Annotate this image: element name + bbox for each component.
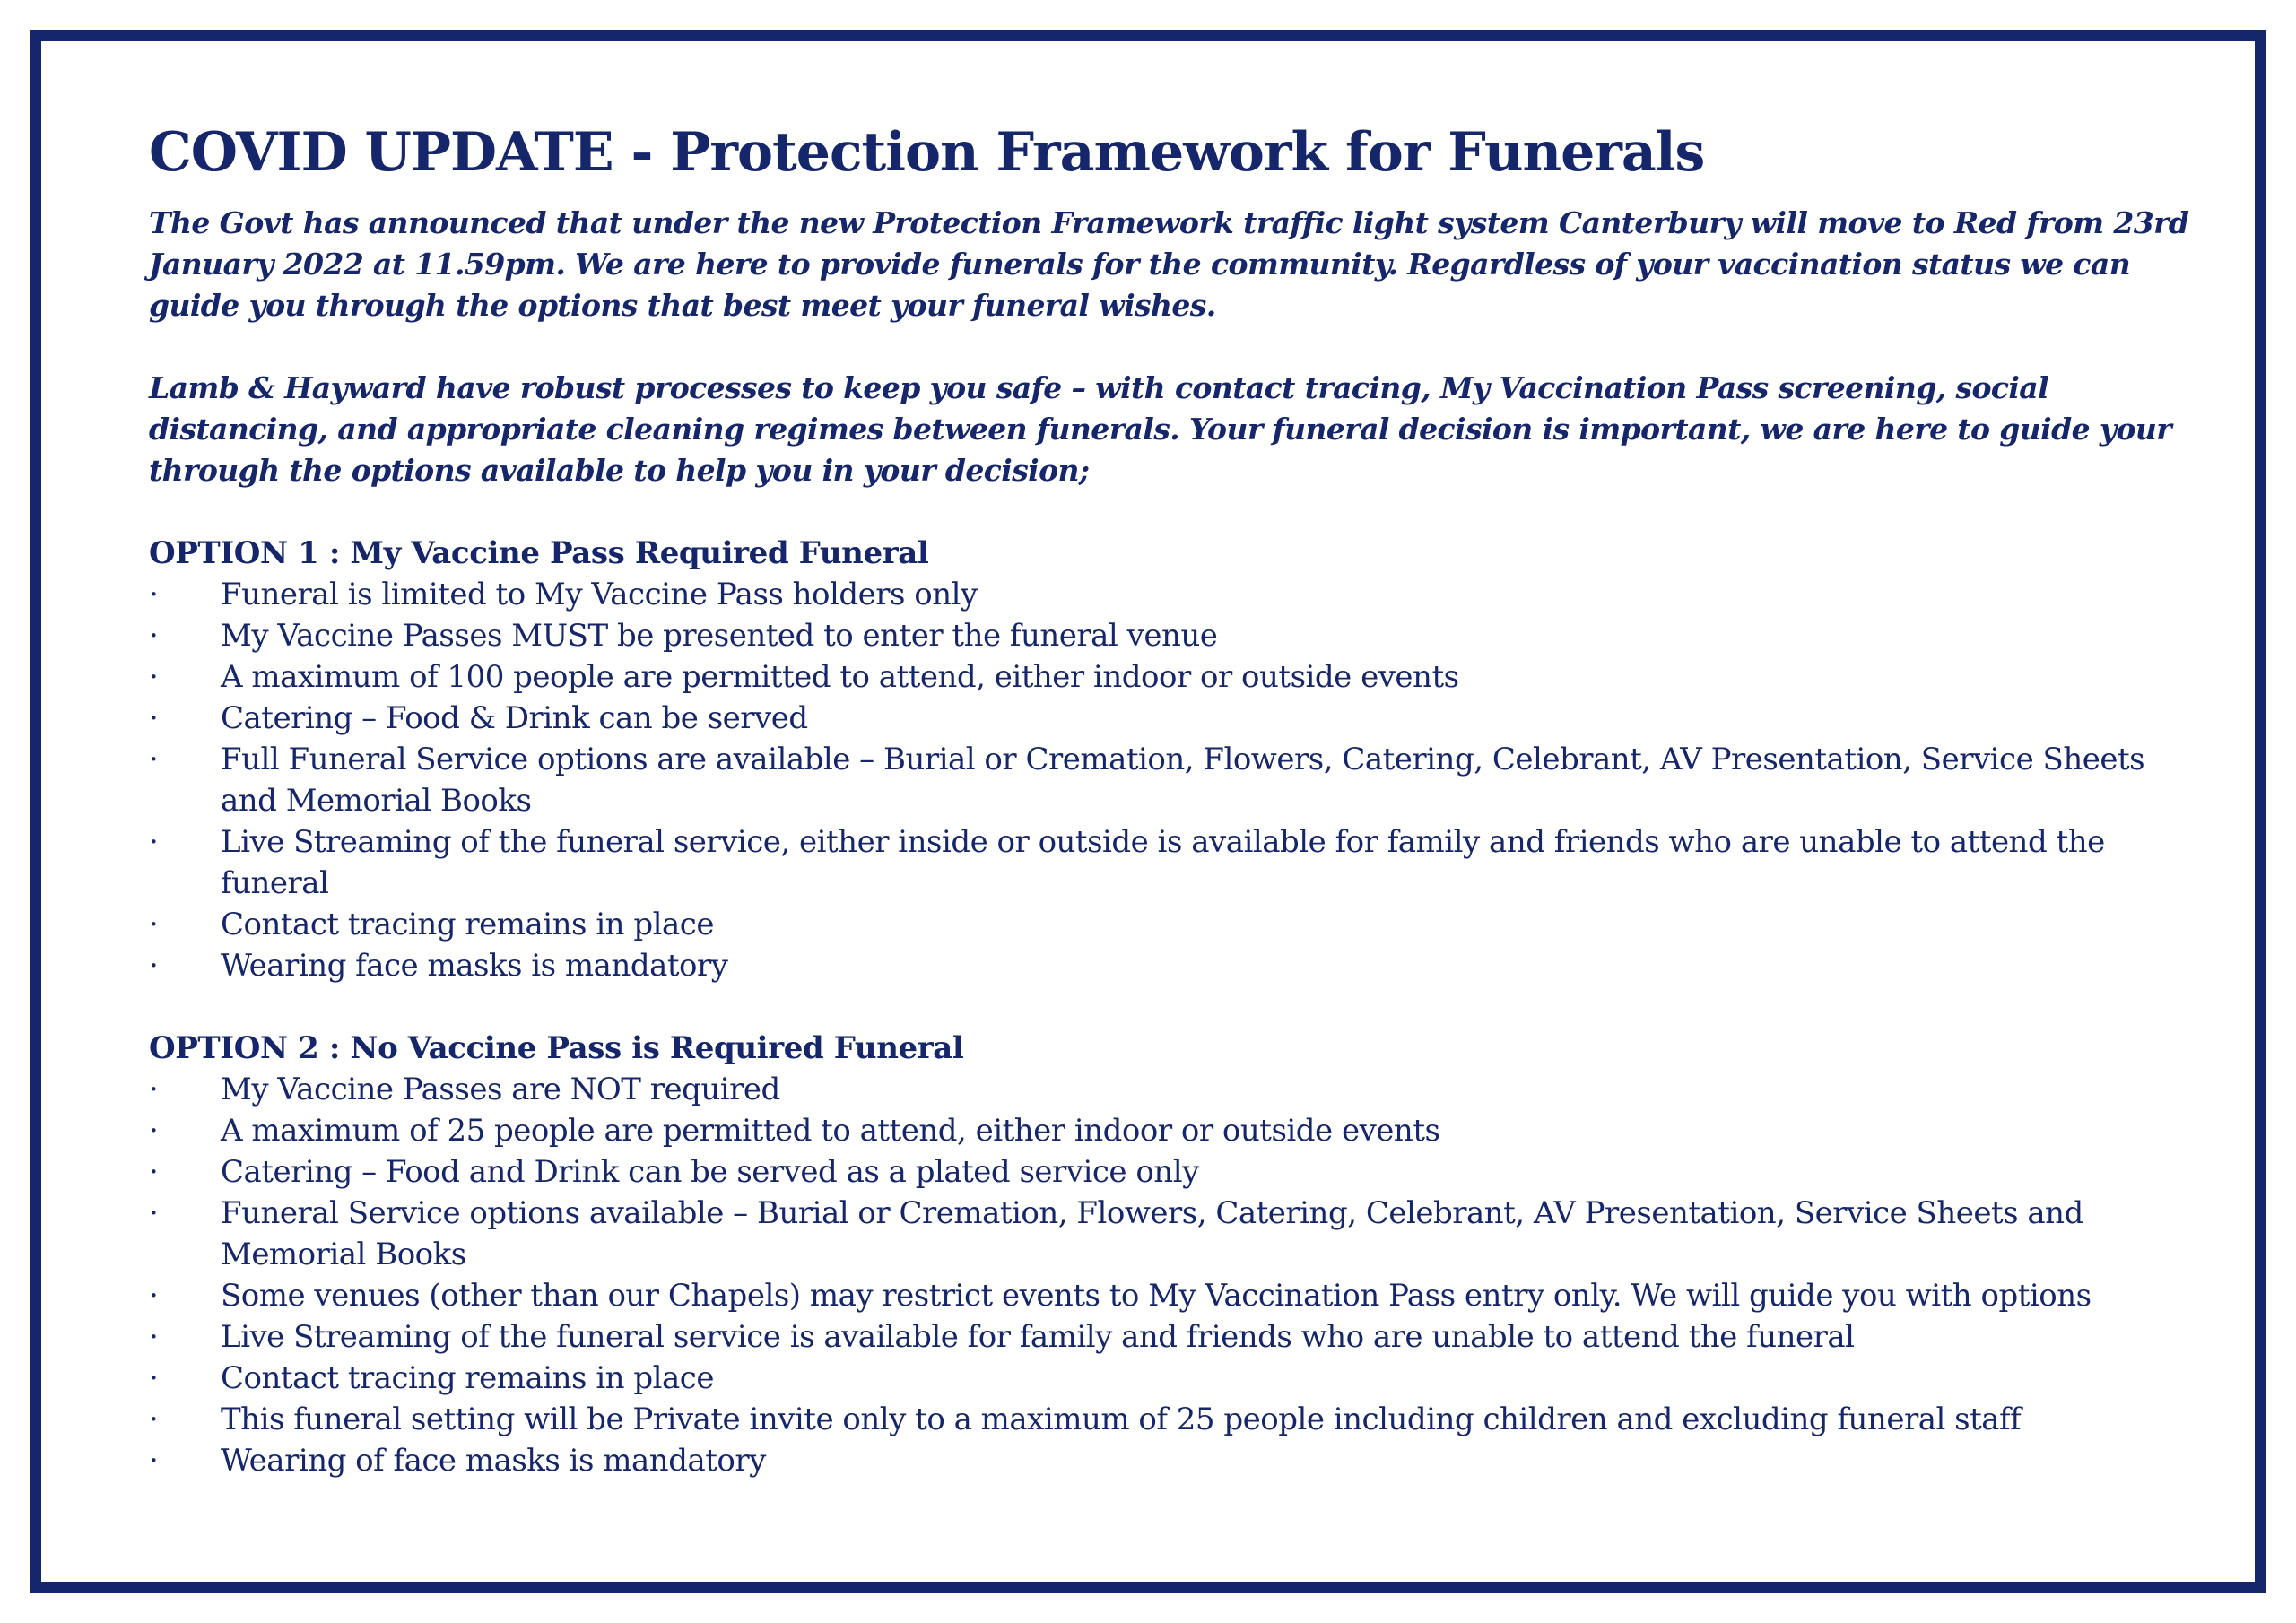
bullet-icon: · xyxy=(149,700,159,736)
list-item xyxy=(149,904,2194,945)
list-item xyxy=(149,1440,2194,1481)
list-item-text: Wearing face masks is mandatory xyxy=(221,948,728,984)
list-item xyxy=(149,698,2194,739)
list-item xyxy=(149,739,2194,821)
bullet-icon: · xyxy=(149,907,159,942)
list-item xyxy=(149,945,2194,986)
list-item xyxy=(149,1399,2194,1440)
bullet-icon: · xyxy=(149,1360,159,1396)
list-item xyxy=(149,574,2194,615)
list-item-text: Contact tracing remains in place xyxy=(221,907,714,942)
list-item-text: This funeral setting will be Private invite only to a maximum of 25 people including children and excluding funeral staff xyxy=(221,1402,2022,1437)
list-item xyxy=(149,1193,2194,1275)
bullet-icon: · xyxy=(149,1278,159,1314)
option-2-heading: OPTION 2 : No Vaccine Pass is Required Funeral xyxy=(149,1030,964,1066)
list-item-text: Live Streaming of the funeral service, either inside or outside is available for family and friends who are unable to attend the funeral xyxy=(221,824,2105,901)
list-item xyxy=(149,821,2194,904)
bullet-icon: · xyxy=(149,1154,159,1190)
intro-paragraph-2: Lamb & Hayward have robust processes to keep you safe – with contact tracing, My Vaccination Pass screening, social distancing, and appropriate cleaning regimes between funerals. Your funeral decision is important, we are here to guide your through the options available to help you in your decision; xyxy=(149,370,2172,488)
bullet-icon: · xyxy=(149,742,159,777)
list-item xyxy=(149,1069,2194,1110)
bullet-icon: · xyxy=(149,577,159,612)
bullet-icon: · xyxy=(149,1443,159,1479)
list-item-text: A maximum of 100 people are permitted to attend, either indoor or outside events xyxy=(221,659,1459,695)
bullet-icon: · xyxy=(149,824,159,860)
bullet-icon: · xyxy=(149,1319,159,1355)
list-item xyxy=(149,1358,2194,1399)
option-1-heading: OPTION 1 : My Vaccine Pass Required Funeral xyxy=(149,535,929,571)
intro-paragraph-1: The Govt has announced that under the new Protection Framework traffic light system Canterbury will move to Red from 23rd January 2022 at 11.59pm. We are here to provide funerals for the community. Regardless of your vaccination status we can guide you through the options that best meet your funeral wishes. xyxy=(149,205,2189,323)
list-item xyxy=(149,656,2194,698)
list-item-text: Some venues (other than our Chapels) may restrict events to My Vaccination Pass entry only. We will guide you with options xyxy=(221,1278,2092,1314)
bullet-icon: · xyxy=(149,1113,159,1149)
list-item-text: Wearing of face masks is mandatory xyxy=(221,1443,766,1479)
notice-content xyxy=(149,118,2194,1481)
list-item-text: My Vaccine Passes MUST be presented to enter the funeral venue xyxy=(221,618,1218,654)
list-item-text: Funeral is limited to My Vaccine Pass holders only xyxy=(221,577,978,612)
list-item xyxy=(149,1110,2194,1151)
list-item-text: Catering – Food & Drink can be served xyxy=(221,700,808,736)
option-1-list xyxy=(149,574,2194,986)
bullet-icon: · xyxy=(149,618,159,654)
list-item-text: Full Funeral Service options are available – Burial or Cremation, Flowers, Catering, Celebrant, AV Presentation, Service Sheets and Memorial Books xyxy=(221,742,2145,819)
list-item-text: My Vaccine Passes are NOT required xyxy=(221,1072,780,1107)
option-2-list xyxy=(149,1069,2194,1481)
option-2-section xyxy=(149,1028,2194,1481)
bullet-icon: · xyxy=(149,1195,159,1231)
option-1-section xyxy=(149,533,2194,986)
list-item-text: Contact tracing remains in place xyxy=(221,1360,714,1396)
list-item-text: Catering – Food and Drink can be served as a plated service only xyxy=(221,1154,1199,1190)
list-item-text: A maximum of 25 people are permitted to attend, either indoor or outside events xyxy=(221,1113,1440,1149)
list-item-text: Funeral Service options available – Burial or Cremation, Flowers, Catering, Celebrant, AV Presentation, Service Sheets and Memorial Books xyxy=(221,1195,2083,1272)
bullet-icon: · xyxy=(149,1402,159,1437)
bullet-icon: · xyxy=(149,948,159,984)
list-item-text: Live Streaming of the funeral service is available for family and friends who are unable to attend the funeral xyxy=(221,1319,1855,1355)
list-item xyxy=(149,1151,2194,1193)
list-item xyxy=(149,615,2194,656)
list-item xyxy=(149,1275,2194,1316)
bullet-icon: · xyxy=(149,1072,159,1107)
page-title: COVID UPDATE - Protection Framework for Funerals xyxy=(149,121,1705,184)
bullet-icon: · xyxy=(149,659,159,695)
list-item xyxy=(149,1316,2194,1358)
